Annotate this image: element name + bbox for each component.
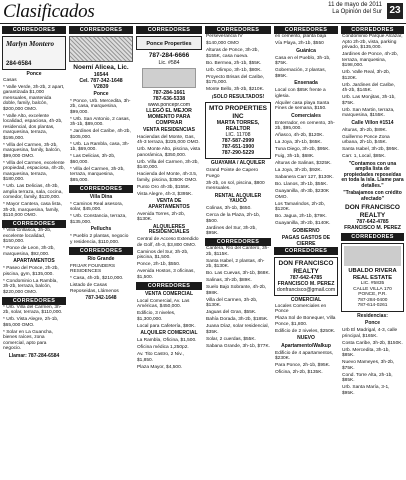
listing-line: Edificio, 3 niveles, $1,300,000. <box>137 311 176 322</box>
listing-line: Urb. Olimpo, 3h-1b, $80K. <box>206 67 262 73</box>
ubaldo-rivera-ad <box>341 243 404 312</box>
listing-heading: Residencias: <box>357 312 388 319</box>
listing-line: Solar, 2 cuerdas, $55K. <box>206 336 256 342</box>
listing-phone: Llamar: 787-284-6584 <box>8 352 60 359</box>
broker-name: FRANCISCO M. PEREZ <box>344 225 401 231</box>
listing-line: Haciendas del Monte, Gas, 4h-3 terraza, $225,000 OMO. <box>137 134 200 145</box>
listing-heading: Ensenada <box>294 80 318 86</box>
listing-heading: Ponce <box>364 320 380 327</box>
ad-logo-text: Marlyn Montero <box>6 40 55 48</box>
listing-heading: GOBIERNO <box>292 227 320 234</box>
don-francisco-ad <box>274 257 338 296</box>
listing-line: Suelo Bajo Sobrante, 4h-2b, $98K. <box>206 285 267 296</box>
listing-line: Casa en el Pueblo, 3h-1b, $75K. <box>275 55 331 66</box>
listing-line: Avenida Hostos, 3 oficinas, $1,500. <box>137 269 195 280</box>
section-band: CORREDORES <box>341 233 404 241</box>
listing-line: Local con $85K frente a iglesia. <box>275 88 326 99</box>
agent-city: PONCE, P.R. <box>358 292 387 298</box>
section-band: CORREDORES <box>2 297 66 305</box>
column-6 <box>341 26 404 478</box>
listing-line: Bo. Bermea, 2h-1b, $55K. <box>206 60 262 66</box>
listing-text <box>205 246 271 349</box>
listing-line: Nuevo Mameyes, 3h-2b, $75K. <box>342 360 395 371</box>
agent-phone: Cel. 787-342-1648 <box>79 77 123 84</box>
company-name: DON FRANCISCO REALTY <box>278 260 334 275</box>
agent-phone-1: 787-284-0400 <box>357 297 388 303</box>
listing-line: 3h-2b, on sol, piscina, $800 mensuales. <box>206 180 265 191</box>
section-title: Clasificados <box>3 1 95 22</box>
date-text: 11 de mayo de 2011 <box>328 2 382 8</box>
listing-line: Plaza Mayor, $4,500. <box>137 364 183 370</box>
listing-line: Bo. Las Cuevas, 3h-1b, $68K. <box>206 271 270 276</box>
listing-line: * Valle Alto, excelente localidad, espaciosa, 4h-2b, residencial, dos plantas, marquesina, terraza, $195,000. <box>3 113 63 141</box>
listing-text <box>136 128 202 281</box>
listing-line: Urb. Villa del Carmen, 3h-2b, $140,000. <box>137 159 199 170</box>
listing-line: en cemento, planta baja <box>275 34 327 39</box>
listing-line: * Pueblo 2 plantas, negocio y residencia, $110,000. <box>70 234 129 245</box>
listing-line: * Mayor Cantera, casa lista, 3h-2b, marquesina, family, $110,000 OMO. <box>3 202 62 218</box>
listing-text <box>274 304 338 376</box>
listing-line: Bahía Dorada, 3h-2b, $185K. <box>206 317 269 322</box>
listing-line: Local para Cafetería, $80K. <box>137 323 196 329</box>
column-4 <box>205 26 271 478</box>
listing-line: Local Comercial, Av. Las Américas, $450,000. <box>137 298 190 309</box>
listing-heading: Apartamento/Walkup <box>281 342 331 349</box>
section-band: CORREDORES <box>136 282 202 290</box>
listing-line: Avenida Torres, 2h-2b, $130K. <box>137 211 186 222</box>
listing-line: Condominio Parque Alcázar, Apto 2h-2b, vista, parking privado, $135,000. <box>342 34 403 50</box>
listing-line: Hacienda del Monte, 4h-3.5, family, piscina, $350K OMO. <box>137 172 198 183</box>
listing-line: Costa Caribe, 3h-2b, $150K. <box>342 340 403 346</box>
listing-line: Edificio de 2 niveles, $250K. <box>275 328 336 334</box>
listing-line: Añasco, 4h-2b, $120K. <box>275 133 324 138</box>
ponce-properties-logo: Ponce Properties <box>136 36 202 50</box>
ad-license: Lic. #584 <box>158 59 180 66</box>
listing-line: Urb. Mercedita, 3h-1b, $85K. <box>342 347 390 359</box>
ad-phone-2: 787-284-1661 <box>152 89 186 96</box>
listing-line: Locales Comerciales en Ponce <box>275 303 327 314</box>
listing-line: * Paseo del Ponce, 2h-2b, piscina, gym, $135,000. <box>3 266 59 277</box>
listing-line: La Joya, 3h-1b, $65K. <box>275 140 322 145</box>
listing-line: Los Tamarindos, 2h-2b, $120K. <box>275 201 326 212</box>
ad-note: "Trabajamos con crédito afectado" <box>343 190 402 202</box>
listing-line: Plaza Sol de Bonequer, Villa Ponce, $1,800. <box>275 316 336 327</box>
listing-line: La Rambla, Oficina, $1,500. <box>137 338 197 343</box>
listing-text <box>205 161 271 237</box>
listing-line: Santa Isabel, 2 plantas, 4h-2b, $130K. <box>206 258 265 269</box>
listing-line: * Ponce de Leon, 3h-2b, marquesina, $92,000. <box>3 246 55 257</box>
section-band: CORREDORES <box>205 238 271 246</box>
listing-heading: Calle Villon #1514 <box>351 119 394 126</box>
ad-phone: 284-6584 <box>6 60 32 67</box>
listing-text <box>69 92 133 184</box>
section-band: CORREDORES <box>274 26 338 34</box>
agent-address: CALLE VILLA 170 <box>353 286 392 292</box>
listing-line: Urb El Madrigal, 4-3, calle principal, $165K. <box>342 328 398 339</box>
listing-line: Monte Bello, 3h-2b, $210K. <box>206 87 265 92</box>
phone-3: 787-290-5229 <box>221 150 255 156</box>
company-name: DON FRANCISCO REALTY <box>345 204 400 219</box>
listing-line: Casas <box>3 77 17 83</box>
listing-line: * Casa, 4h-2b, $210,000. <box>70 276 124 281</box>
listing-line: Jardines de Ponce, 4h-2b, terraza, marquesina, $198,000. <box>342 52 399 68</box>
listing-heading: VENTA DE APARTAMENTOS <box>148 198 190 210</box>
listing-heading: GUAYAMA / ALQUILER <box>210 160 266 166</box>
phone: 787-642-4785 <box>289 275 323 281</box>
listing-line: La Joya, 3h-2b, $92K. <box>275 168 322 173</box>
ad-website: www.poncepr.com <box>147 101 191 108</box>
broker-name: MARTA TORRES, REALTOR <box>216 120 260 132</box>
listing-heading: VENTA COMERCIAL <box>144 290 194 297</box>
listing-line: * Urb. San Antonio, 2 casas, 3h-1b, $89,000. <box>70 116 130 127</box>
listing-line: Para Ponce, 2h-1b, $95K. <box>275 363 331 368</box>
ad-photo <box>344 246 401 266</box>
section-band: CORREDORES <box>2 26 66 34</box>
listing-heading: Guánica <box>296 47 316 54</box>
agent-license: LIC. #5835 <box>360 281 385 287</box>
agent-name: Noemí Alicea, Lic. <box>73 64 129 71</box>
listing-text <box>341 321 404 396</box>
section-band: CORREDORES <box>274 247 338 255</box>
listing-line: * Urb. La Rambla, casa, 3h-1b, $69,000. <box>70 141 130 152</box>
listing-line: Enterrador, en cemento, 3h-2b, $95,000. <box>275 120 335 131</box>
listing-heading: RENTAL ALQUILER YAUCO <box>214 192 262 204</box>
listing-line: * Urb. Vista Alegre, 2h-1b, $65,000 OMO. <box>3 317 59 328</box>
listing-heading: ALQUILER COMERCIAL <box>140 330 198 336</box>
publication-name: La Opinión del Sur <box>332 9 382 15</box>
section-band: CORREDORES <box>341 26 404 34</box>
listing-text <box>69 195 133 246</box>
listing-line: * Las Delicias, 3h-2b, $60,000. <box>70 154 116 165</box>
listing-line: Bo. Llanos, 3h-1b, $55K. <box>275 182 328 187</box>
listing-line: * Valle Verde, 3h-2b, 2 apart, garantizada $1,000 mensuales, mantenida doble, family, balcón, $200,000 OMO. <box>3 84 65 112</box>
agent-license-2: V2839 <box>93 83 109 90</box>
column-3 <box>136 26 202 478</box>
listing-line: * Villa del Carmen, excelente propiedad, espaciosa, 4h-2b, marquesina, terraza, $180,000. <box>3 160 65 182</box>
column-2 <box>69 26 133 478</box>
listing-heading: Comerciales <box>291 112 321 119</box>
section-band: CORREDORES <box>69 185 133 193</box>
listing-line: Fuig, 3h-1b, $68K. <box>275 154 315 159</box>
listing-line: Caminos del Sur, 3h-2b, piscina, $1,500. <box>137 249 189 260</box>
broker-license: LIC. 11708 <box>225 132 251 138</box>
listing-line: Villa del Carmen, 3h-2b, $130K. <box>206 297 258 308</box>
section-band: CORREDORES <box>2 220 66 228</box>
noemi-alicea-ad <box>69 64 133 90</box>
listing-line: * Caminos Real asesora, solar, $45,000. <box>70 201 124 212</box>
listing-line: Juana Díaz, solar residencial, $35K. <box>206 324 269 335</box>
listing-text <box>136 292 202 371</box>
listing-line: Av. Tito Castro, 2 Niv., $1,850. <box>137 352 184 363</box>
listing-line: Santa Isabel, 3h-2b, $95K. <box>342 147 399 152</box>
listing-heading: APARTAMENTOS <box>13 258 55 264</box>
listing-line: Alturas de Salinas, $325K. <box>275 161 332 166</box>
section-band: CORREDORES <box>69 247 133 255</box>
listing-line: Cond. Torre Alta, 2h-1b, $85K. <box>342 372 393 384</box>
listing-line: * Solar en La Guancha, bienes raíces, zona comercial, apto para negocio. <box>3 329 53 351</box>
listing-line: Jardines del Sur, 3h-2b, $95K. <box>206 225 257 236</box>
listing-line: * Villa Grillasca, 3h-2b, excelente localidad, $150,000. <box>3 228 52 244</box>
listing-heading: COMERCIAL <box>290 297 322 303</box>
ad-headline: ¡SOLO RESULTADOS! <box>211 93 265 100</box>
section-band: CORREDORES <box>205 26 271 34</box>
listing-line: Alquiler casa playa Santa Fines de semana, $150. <box>275 100 330 111</box>
listing-text <box>341 34 404 160</box>
listing-line: Perseverancia IV <box>206 34 243 39</box>
column-5 <box>274 26 338 478</box>
listing-line: Punto Oro 4h-3b, $155K. <box>137 184 191 190</box>
listing-line: Edificio de 4 apartamentos, $230K. <box>275 350 334 361</box>
listing-heading: Río Grande <box>87 255 115 262</box>
marlyn-montero-ad <box>2 36 66 70</box>
listing-line: * Ponce, Urb. Mercedita, 3h-2b, casa, marquesina, $99,000. <box>70 98 131 115</box>
listing-line: Tuna Diego, 3h-2b, $95K. <box>275 147 330 152</box>
phone-2: 787-651-1900 <box>221 144 255 150</box>
issue-date <box>328 2 382 16</box>
listing-text <box>205 34 271 93</box>
email: donfrancisco@gmail.com <box>276 287 336 293</box>
listing-text <box>2 78 66 219</box>
listing-line: * Villa del Carmen, 3h-2b, marquesina, family, balcón, $99,000 OMO. <box>3 142 62 159</box>
listing-line: Urb. Jardines del Caribe, 4h-2b, $145K. <box>342 82 396 93</box>
listing-line: Sabanera Carr 127, $130K. <box>275 175 334 180</box>
ad-phone: 787-284-6666 <box>148 52 190 59</box>
listing-heading: PAGAS GASTOS DE CIERRE <box>281 235 331 247</box>
ad-photo <box>142 68 196 88</box>
listing-line: Urb. Valle Real, 3h-2b, $120K. <box>342 70 391 81</box>
listing-line: Central de Acceso Extendido de Golf, 4h-3, $3,800 OMO. <box>137 237 199 248</box>
listing-text <box>2 305 66 360</box>
listing-line: Guayanilla, 3h-2b, $140K. <box>275 221 331 226</box>
listing-line: Sabana Grande, 3h-1b, $77K. <box>206 343 271 349</box>
ad-note: "Contamos con una amplia lista de propiedades reposeídas en toda la isla. Llame para detalles." <box>341 160 404 189</box>
listing-heading: ALQUILERES RESIDENCIALES <box>148 223 190 235</box>
listing-line: * Villa del Carmen, 3h-2b, terraza, marquesina, $85,000. <box>70 166 125 183</box>
listing-line: Cerca de la Plaza, 2h-1b, $500. <box>206 213 261 224</box>
listing-line: Urb. Las Monjitas, 3h-1b, $75K. <box>342 95 396 106</box>
listing-line: FRIJAR FOUNDERS RESIDENCES <box>70 263 116 274</box>
listing-line: Cantera, Río del Cantero, 3h-2b, $115K. <box>206 246 269 257</box>
listing-line: Alturas de Ponce, 3h-2b, $155K, casa nueva. <box>206 48 259 59</box>
page-number: 23 <box>387 3 403 19</box>
column-1 <box>2 26 66 478</box>
ponce-properties-ad <box>136 52 202 126</box>
listing-line: * Urb. Villa del Carmen, 3h-2b, solar, terraza, $110,000. <box>3 304 63 315</box>
listing-text <box>274 34 338 227</box>
listing-line: Urb. Santa María, 3-1, $95K. <box>342 385 390 396</box>
don-francisco-ad-top <box>341 204 404 231</box>
listing-line: Salinas, 3h-2b, $89K. <box>206 278 252 283</box>
section-band: CORREDORES <box>136 26 202 34</box>
listing-line: Carr. 1, Local, $85K. <box>342 154 386 159</box>
listing-phone: 787-342-1648 <box>85 295 117 301</box>
listing-text <box>69 257 133 302</box>
listing-line: Alturas, 3h-2b, $89K. <box>342 127 388 133</box>
company-name: MTO PROPERTIES INC <box>208 105 268 120</box>
listing-line: Jaguas del Gran, $55K. <box>206 310 257 315</box>
listing-line: Bo. Jagua, 2h-1b, $79K. <box>275 214 327 219</box>
listing-line: Guayanilla, 4h-3b, $230K OMO. <box>275 189 330 200</box>
listing-heading: NUEVO <box>297 335 315 341</box>
phone: 787-642-4785 <box>356 219 389 225</box>
listing-line: Colinas, 3h-1b, $650. <box>206 206 252 211</box>
listing-line: Urb. Monte Alto, piscina, vista panorámica, $350,000. <box>137 147 201 158</box>
listing-heading: VENTA RESIDENCIAS <box>143 126 195 133</box>
listing-line: Ponce, 2h-1b, $550. <box>137 262 181 267</box>
ad-phone-3: 787-636-5338 <box>152 95 186 102</box>
listing-line: Oficina, 2h-2b, $135K. <box>275 370 323 375</box>
listing-line: * Urb. Las Delicias, 4h-3b, amplia terraza, sala, cocina, comedor, family, $120,000. <box>3 184 63 200</box>
broker-name: FRANCISCO M. PEREZ <box>277 281 335 287</box>
listing-line: Guillermo Ponce Zona urbana, 2h-1b, $45K. <box>342 134 390 145</box>
ad-slogan: LLEGÓ EL MEJOR MOMENTO PARA COMPRAR <box>146 107 192 126</box>
masthead <box>0 0 406 24</box>
listing-line: Grand Pointe de Capero Fuego <box>206 168 258 179</box>
agent-license: 16544 <box>93 71 109 78</box>
listing-line: * Jardines del Caribe, 4h-2b, $105,000. <box>70 129 131 140</box>
listing-line: * Condominio La Rambla, 3h-2b, terraza, balcón, $220,000 OMO. <box>3 278 58 295</box>
listing-line: Listado de Casas Reposeidas, Llámenos <box>70 283 119 294</box>
agent-phone-2: 787-614-0261 <box>357 303 388 309</box>
agent-company: REAL ESTATE <box>352 274 393 281</box>
section-band: CORREDORES <box>69 26 133 34</box>
listing-heading: Pelluchs <box>90 226 112 232</box>
listing-line: Oficina médica 1,250p2. <box>137 345 189 350</box>
listing-line: Gobernación, 2 plantas, $95K. <box>275 68 326 79</box>
listing-line: $140,000 OMO <box>206 41 239 46</box>
listing-heading: Ponce <box>93 90 109 97</box>
mto-properties-ad <box>205 102 271 159</box>
listing-heading: Villa Dina <box>89 193 113 200</box>
agent-name: UBALDO RIVERA <box>348 268 397 274</box>
phone-1: 787-587-2999 <box>221 138 255 144</box>
ad-photo <box>69 36 133 62</box>
listing-line: Vía Playa, 2h-1b, $550 <box>275 41 324 46</box>
listing-text <box>2 228 66 295</box>
listing-line: Urb. San Martin, terraza, marquesina, $155K. <box>342 107 395 118</box>
ad-city: Ponce <box>26 71 42 77</box>
listing-line: * Urb. Constancia, terraza, $135,000. <box>70 214 127 225</box>
listing-line: Vista Alegre, 4h-3, $395K. <box>137 191 193 197</box>
listing-line: Proyecto Brisas del Caribe, $175,000. <box>206 74 265 85</box>
